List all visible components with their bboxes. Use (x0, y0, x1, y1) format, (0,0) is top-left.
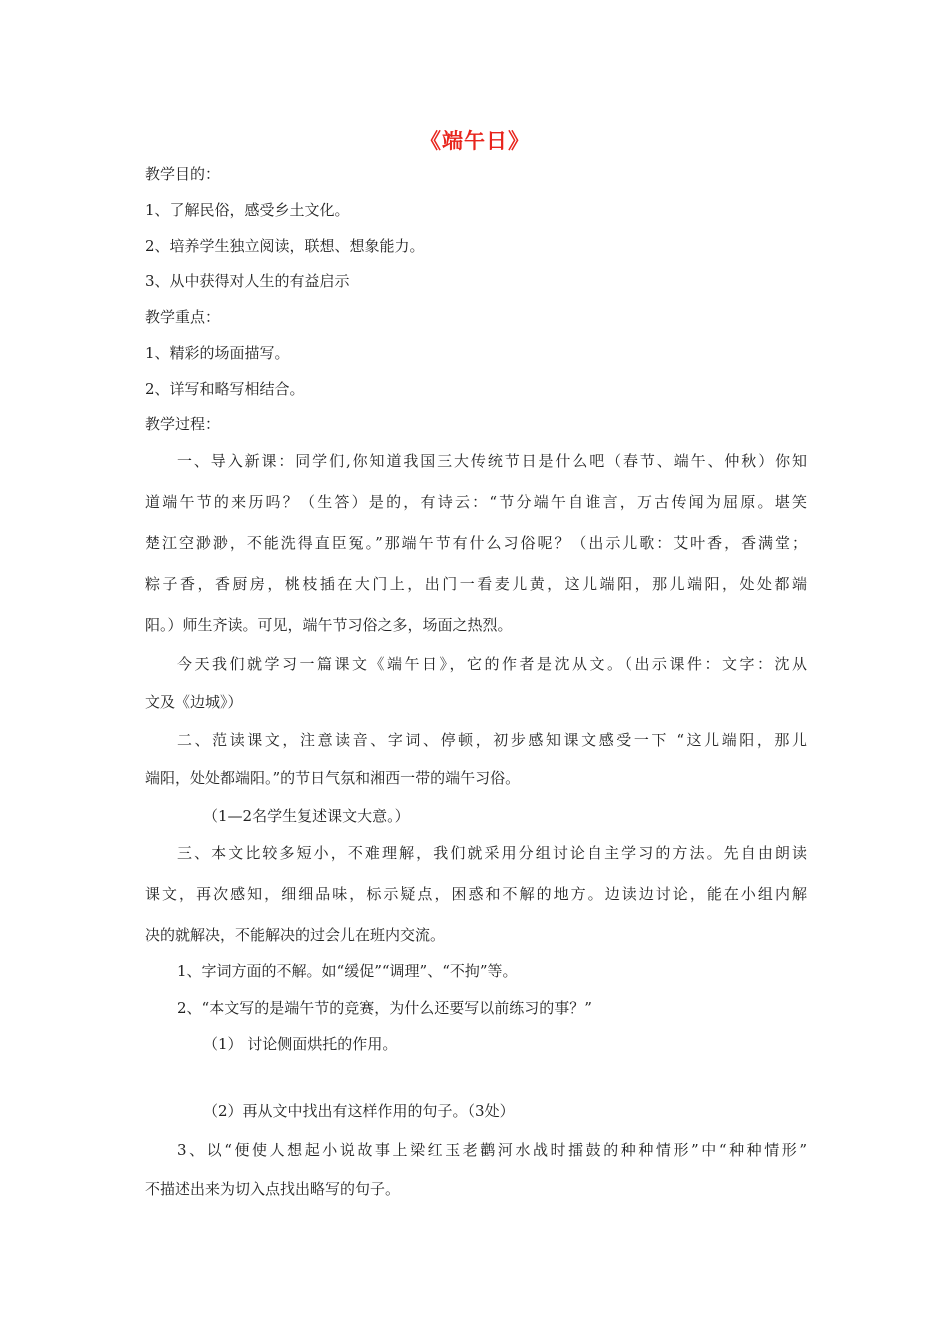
list-item: 1、字词方面的不解。如“缓促”“调理”、“不拘”等。 (177, 962, 518, 980)
paragraph-line: 楚江空渺渺，不能洗得直臣冤。”那端午节有什么习俗呢？（出示儿歌：艾叶香，香满堂； (145, 534, 807, 552)
paragraph-line: 二、范读课文，注意读音、字词、停顿，初步感知课文感受一下 “这儿端阳，那儿 (177, 731, 807, 749)
paragraph-line: 文及《边城》） (145, 693, 243, 711)
paragraph-line: 一、导入新课：同学们,你知道我国三大传统节日是什么吧（春节、端午、仲秋）你知 (177, 452, 807, 470)
paragraph-line: 道端午节的来历吗？（生答）是的，有诗云：“节分端午自谁言，万古传闻为屈原。堪笑 (145, 493, 807, 511)
paragraph-line: 课文，再次感知，细细品味，标示疑点，困惑和不解的地方。边读边讨论，能在小组内解 (145, 885, 807, 903)
paragraph-line: 不描述出来为切入点找出略写的句子。 (145, 1180, 401, 1198)
objective-item: 3、从中获得对人生的有益启示 (145, 272, 350, 290)
paragraph-line: 三、本文比较多短小，不难理解，我们就采用分组讨论自主学习的方法。先自由朗读 (177, 844, 807, 862)
paragraph-line: 今天我们就学习一篇课文《端午日》，它的作者是沈从文。（出示课件：文字：沈从 (177, 655, 807, 673)
objective-item: 2、培养学生独立阅读，联想、想象能力。 (145, 237, 425, 255)
paragraph-line: 阳。）师生齐读。可见，端午节习俗之多，场面之热烈。 (145, 616, 513, 634)
key-point-item: 2、详写和略写相结合。 (145, 380, 305, 398)
paragraph-line: 端阳，处处都端阳。”的节日气氛和湘西一带的端午习俗。 (145, 769, 521, 787)
paragraph-line: 决的就解决，不能解决的过会儿在班内交流。 (145, 926, 446, 944)
paragraph-line: （1—2名学生复述课文大意。） (203, 807, 410, 825)
paragraph-line: 粽子香，香厨房，桃枝插在大门上，出门一看麦儿黄，这儿端阳，那儿端阳，处处都端 (145, 575, 807, 593)
list-item: 2、“本文写的是端午节的竞赛，为什么还要写以前练习的事？” (177, 999, 592, 1017)
document-title: 《端午日》 (420, 128, 530, 153)
section-heading-key-points: 教学重点： (145, 308, 221, 326)
list-item: 3、以“便使人想起小说故事上梁红玉老鹳河水战时擂鼓的种种情形”中“种种情形” (177, 1141, 807, 1159)
sub-list-item: （2）再从文中找出有这样作用的句子。（3处） (203, 1102, 515, 1120)
section-heading-objectives: 教学目的： (145, 165, 221, 183)
section-heading-process: 教学过程： (145, 415, 221, 433)
key-point-item: 1、精彩的场面描写。 (145, 344, 290, 362)
sub-list-item: （1） 讨论侧面烘托的作用。 (203, 1035, 398, 1053)
objective-item: 1、了解民俗，感受乡土文化。 (145, 201, 350, 219)
